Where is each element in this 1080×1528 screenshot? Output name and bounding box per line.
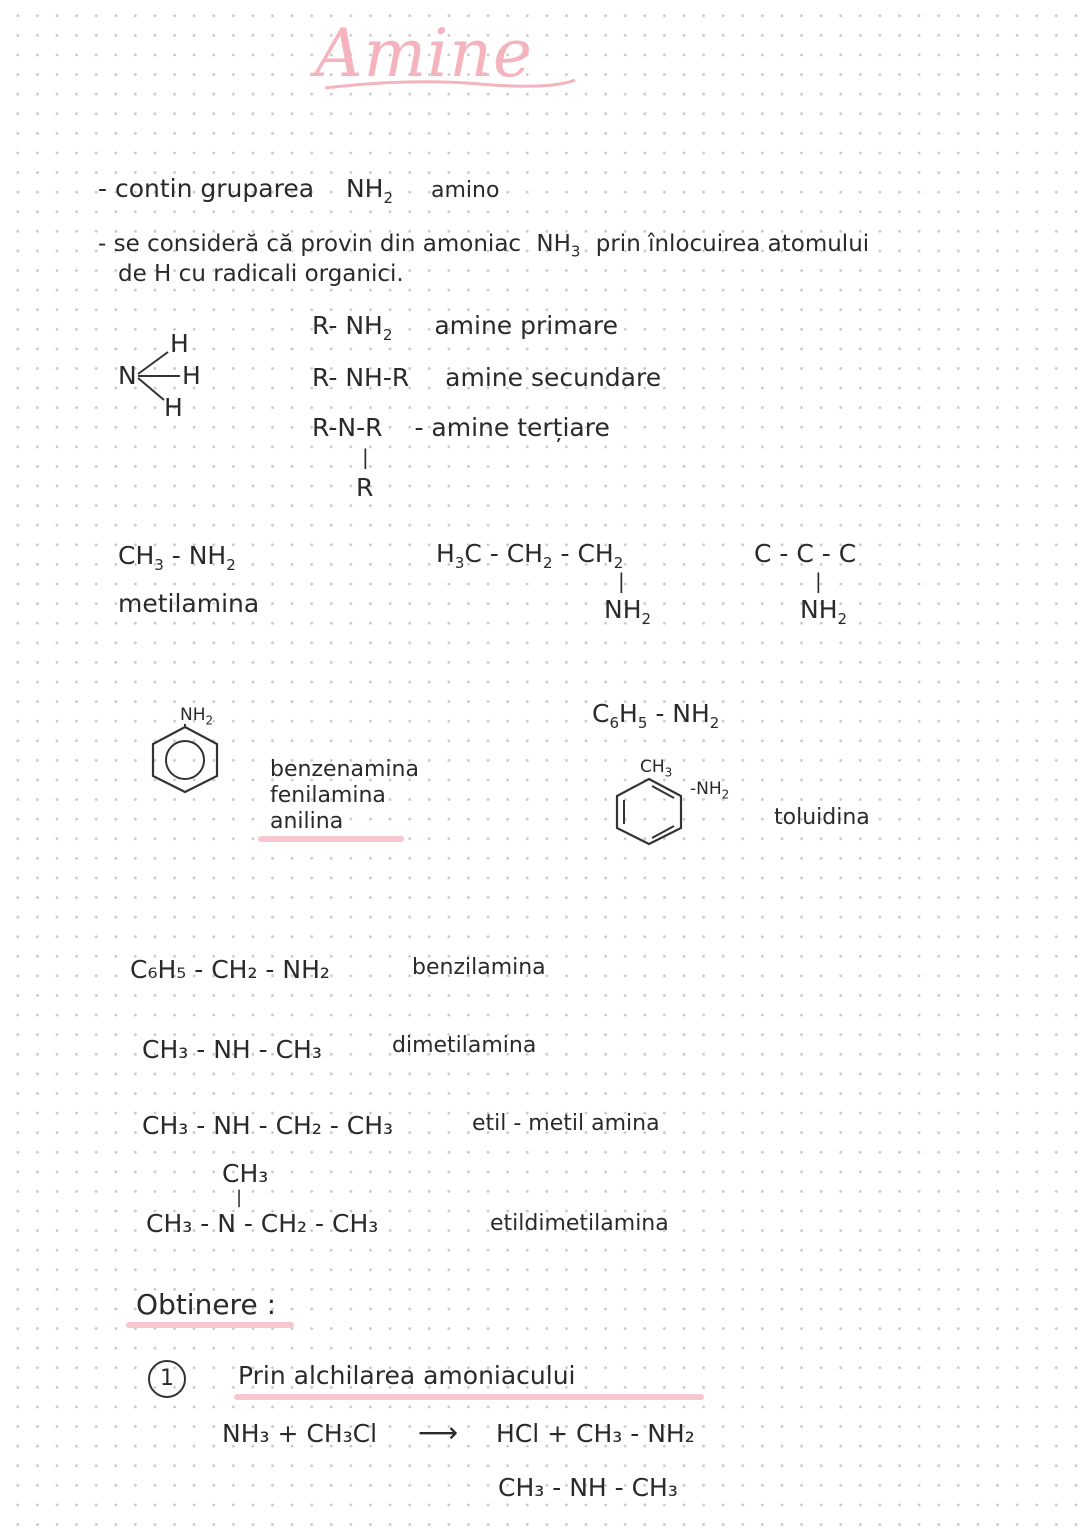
h-atom: H — [182, 361, 201, 390]
class-label: - amine terțiare — [414, 413, 610, 442]
example-formula: CH₃ - N - CH₂ - CH₃ — [146, 1209, 379, 1238]
amino-label: amino — [430, 178, 500, 203]
section-heading: Obtinere : — [136, 1288, 276, 1321]
class-formula: R- NH-R — [312, 363, 410, 392]
highlight-step-title — [234, 1394, 704, 1400]
methylamine-name: metilamina — [118, 589, 260, 618]
branch-group: CH₃ — [222, 1159, 269, 1188]
highlight-obtinere — [126, 1322, 294, 1328]
example-formula: CH₃ - NH - CH₂ - CH₃ — [142, 1111, 394, 1140]
ammonia-formula: $NH_3$ — [536, 231, 581, 261]
step-title: Prin alchilarea amoniacului — [238, 1361, 576, 1390]
reaction-followup: CH₃ - NH - CH₃ — [498, 1473, 678, 1502]
bullet-text: contin gruparea — [114, 174, 315, 203]
toluidine-nh2: $-NH_2$ — [690, 779, 730, 802]
propyl-bond: | — [618, 569, 625, 593]
example-formula: C₆H₅ - CH₂ - NH₂ — [130, 955, 330, 984]
n-atom: N — [118, 361, 137, 390]
class-tertiary — [312, 414, 610, 442]
aniline-name-2: fenilamina — [270, 783, 386, 808]
skeleton-bond: | — [815, 569, 822, 593]
ammonia-structure — [118, 330, 218, 420]
bullet-line-1 — [98, 175, 499, 207]
class-formula: R- $NH_2$ — [312, 311, 393, 344]
page-title: Amine — [315, 15, 533, 92]
h-atom: H — [170, 329, 189, 358]
class-formula: R-N-R — [312, 413, 383, 442]
toluidine-name: toluidina — [774, 805, 870, 830]
skeleton-chain: C - C - C — [754, 539, 857, 568]
h-atom: H — [164, 393, 183, 422]
methylamine-formula: $CH_3 - NH_2$ — [118, 541, 236, 574]
example-name: dimetilamina — [392, 1033, 537, 1058]
example-formula: CH₃ - NH - CH₃ — [142, 1035, 322, 1064]
class-secondary — [312, 364, 661, 392]
toluidine-ch3: $CH_3$ — [640, 757, 673, 780]
class-label: amine primare — [434, 311, 618, 340]
dash: - — [98, 231, 107, 257]
aniline-formula: $C_6H_5 - NH_2$ — [592, 699, 720, 732]
benzene-ring-icon — [612, 776, 686, 846]
ammonia-bonds — [118, 330, 218, 420]
branch-bond: | — [362, 445, 369, 469]
title-underline-stroke — [320, 70, 580, 96]
aniline-name-1: benzenamina — [270, 757, 419, 782]
bullet-line-2 — [98, 232, 869, 260]
bullet-text-rest: prin înlocuirea atomului — [595, 231, 870, 257]
skeleton-nh2: $NH_2$ — [800, 595, 848, 628]
reaction-products: HCl + CH₃ - NH₂ — [496, 1419, 695, 1448]
bullet-text: se consideră că provin din amoniac — [113, 231, 522, 257]
propylamine-chain: $H_3C - CH_2 - CH_2$ — [436, 539, 624, 572]
aniline-name-3: anilina — [270, 809, 344, 834]
reaction-arrow-icon: ⟶ — [418, 1416, 459, 1449]
class-label: amine secundare — [445, 363, 662, 392]
amino-group: $NH_2$ — [345, 174, 394, 207]
branch-group: R — [356, 473, 374, 502]
example-name: benzilamina — [412, 955, 546, 980]
branch-bond: | — [236, 1187, 243, 1208]
step-number: 1 — [148, 1360, 186, 1398]
aniline-nh2: $NH_2$ — [180, 705, 214, 728]
example-name: etildimetilamina — [490, 1211, 669, 1236]
class-primary — [312, 312, 618, 344]
highlight-anilina — [258, 836, 404, 842]
benzene-ring-icon — [148, 724, 222, 794]
example-name: etil - metil amina — [472, 1111, 660, 1136]
propyl-nh2: $NH_2$ — [604, 595, 652, 628]
reaction-reactants: NH₃ + CH₃Cl — [222, 1419, 378, 1448]
dash: - — [98, 174, 108, 203]
bullet-line-3: de H cu radicali organici. — [118, 261, 404, 287]
